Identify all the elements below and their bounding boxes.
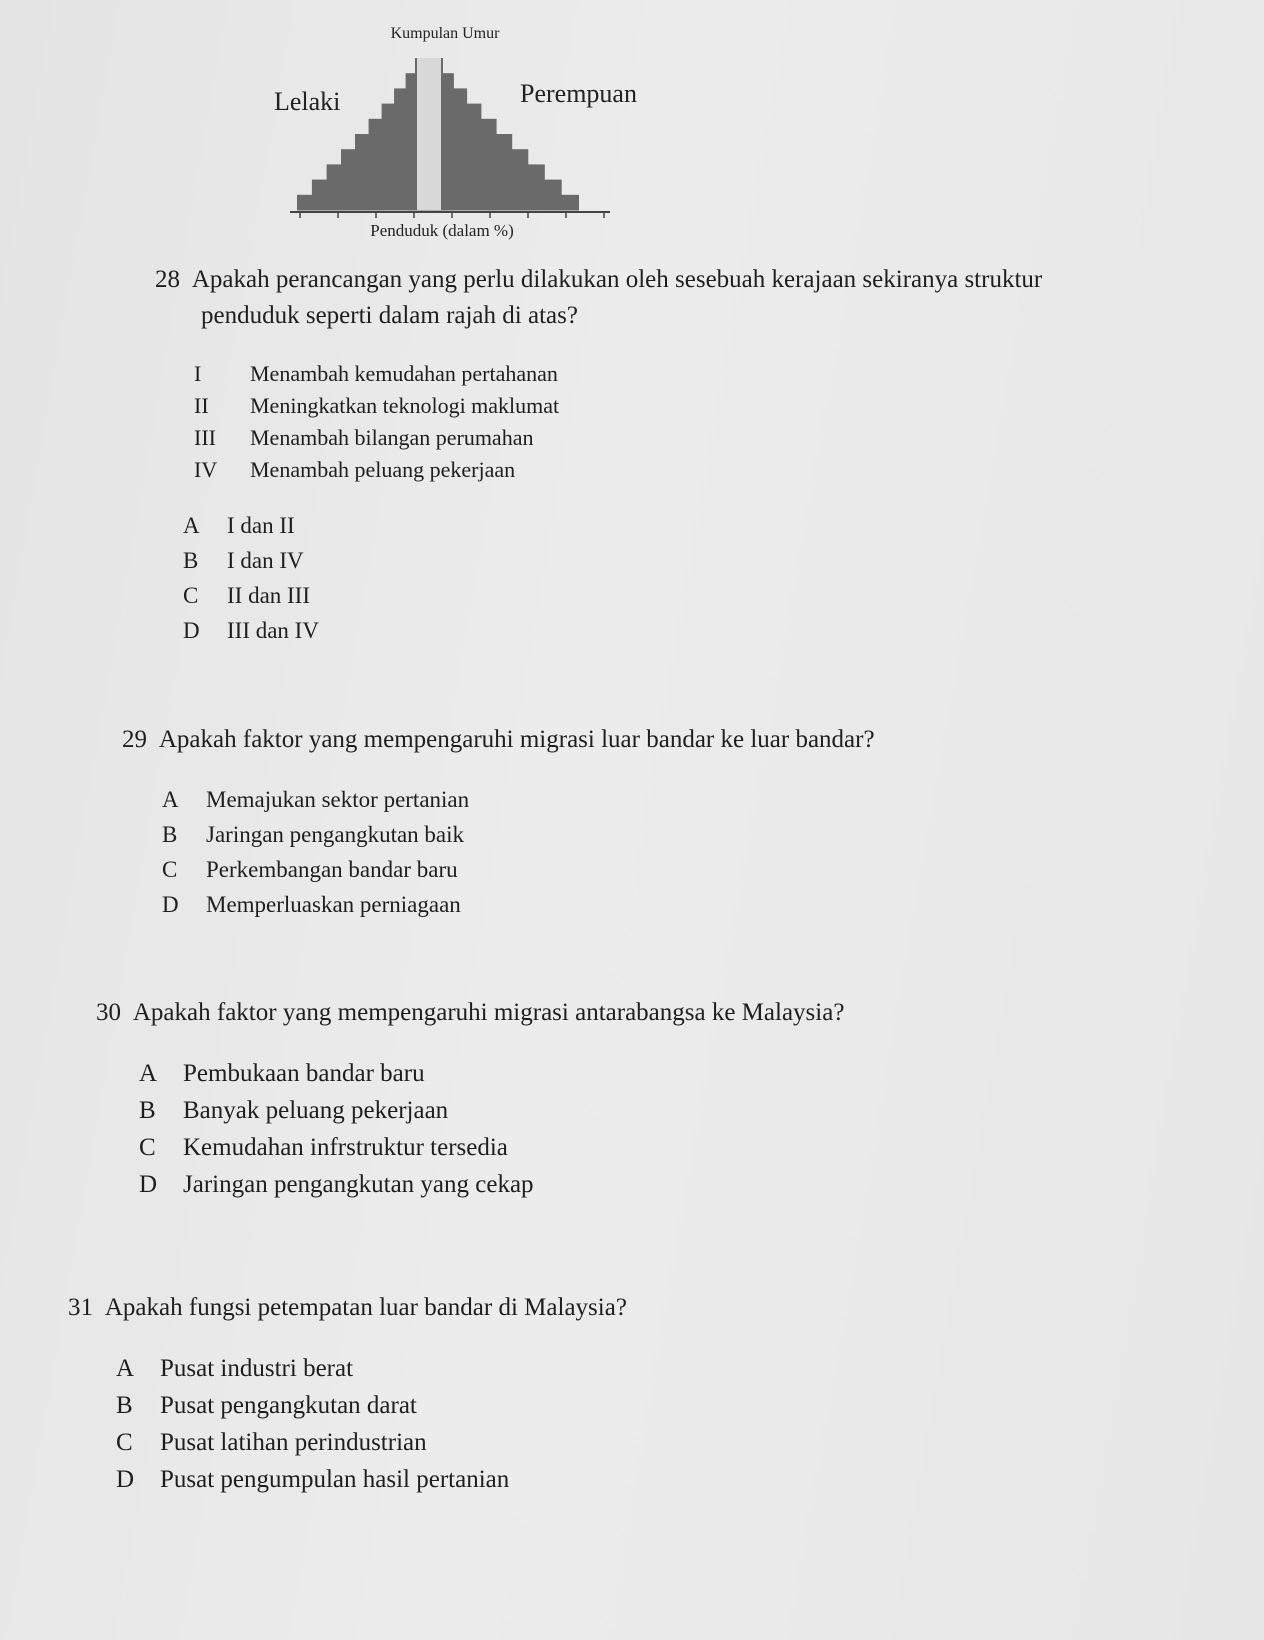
answer-options	[116, 1350, 627, 1498]
question-28	[155, 262, 1042, 648]
option-letter: C	[183, 583, 199, 608]
option-letter: C	[116, 1429, 133, 1456]
population-pyramid-figure	[270, 18, 670, 250]
answer-option	[116, 1387, 627, 1424]
statement-numeral: I	[194, 361, 202, 386]
statement-text: Meningkatkan teknologi maklumat	[250, 393, 560, 418]
option-text: Kemudahan infrstruktur tersedia	[183, 1134, 508, 1161]
statement-text: Menambah bilangan perumahan	[250, 425, 534, 450]
option-letter: C	[162, 857, 178, 882]
question-29-stem	[122, 722, 875, 758]
answer-option	[162, 782, 875, 817]
question-stem-line: penduduk seperti dalam rajah di atas?	[201, 302, 578, 329]
option-text: II dan III	[227, 583, 311, 608]
option-text: Pusat latihan perindustrian	[160, 1429, 427, 1456]
question-31-stem	[68, 1290, 627, 1326]
option-text: I dan IV	[227, 548, 304, 573]
option-text: Perkembangan bandar baru	[206, 857, 458, 882]
question-stem-line: Apakah faktor yang mempengaruhi migrasi antarabangsa ke Malaysia?	[132, 999, 845, 1026]
option-letter: C	[139, 1134, 156, 1161]
pyramid-center-column	[417, 58, 441, 210]
option-letter: D	[183, 618, 200, 643]
answer-option	[162, 887, 875, 922]
statement-item	[194, 390, 1042, 422]
statement-item	[194, 422, 1042, 454]
option-letter: A	[183, 513, 200, 538]
question-28-stem	[155, 262, 1042, 334]
option-letter: D	[116, 1466, 135, 1493]
question-30-stem	[96, 995, 844, 1031]
statement-item	[194, 454, 1042, 486]
answer-option	[139, 1055, 844, 1092]
male-label: Lelaki	[274, 87, 341, 116]
question-stem-line: Apakah fungsi petempatan luar bandar di Malaysia?	[104, 1294, 627, 1321]
answer-option	[183, 578, 1042, 613]
answer-option	[162, 817, 875, 852]
axis-label: Penduduk (dalam %)	[370, 221, 514, 240]
answer-option	[139, 1129, 844, 1166]
answer-option	[116, 1350, 627, 1387]
option-text: Banyak peluang pekerjaan	[183, 1097, 449, 1124]
question-number: 31	[68, 1294, 93, 1321]
option-letter: B	[183, 548, 199, 573]
answer-options	[183, 508, 1042, 648]
answer-option	[183, 508, 1042, 543]
statement-numeral: II	[194, 393, 209, 418]
answer-options	[162, 782, 875, 922]
option-text: Pusat industri berat	[160, 1355, 354, 1382]
statement-numeral: III	[194, 425, 216, 450]
statement-text: Menambah peluang pekerjaan	[250, 457, 516, 482]
answer-option	[116, 1424, 627, 1461]
option-text: Jaringan pengangkutan yang cekap	[183, 1171, 534, 1198]
statement-numeral: IV	[194, 457, 218, 482]
answer-option	[162, 852, 875, 887]
option-text: Pusat pengangkutan darat	[160, 1392, 417, 1419]
option-letter: D	[139, 1171, 158, 1198]
answer-option	[139, 1166, 844, 1203]
female-label: Perempuan	[520, 79, 637, 108]
statement-item	[194, 358, 1042, 390]
option-letter: A	[139, 1060, 158, 1087]
option-text: III dan IV	[227, 618, 319, 643]
answer-option	[183, 543, 1042, 578]
question-stem-line: Apakah faktor yang mempengaruhi migrasi luar bandar ke luar bandar?	[158, 726, 875, 753]
population-pyramid	[270, 18, 670, 250]
option-text: Jaringan pengangkutan baik	[206, 822, 465, 847]
answer-options	[139, 1055, 844, 1203]
option-letter: B	[139, 1097, 156, 1124]
option-letter: D	[162, 892, 179, 917]
option-text: Memperluaskan perniagaan	[206, 892, 461, 917]
option-text: Memajukan sektor pertanian	[206, 787, 470, 812]
answer-option	[116, 1461, 627, 1498]
question-stem-line: Apakah perancangan yang perlu dilakukan oleh sesebuah kerajaan sekiranya struktur	[191, 266, 1043, 293]
option-letter: B	[116, 1392, 133, 1419]
option-text: Pembukaan bandar baru	[183, 1060, 425, 1087]
figure-title: Kumpulan Umur	[390, 25, 500, 42]
statement-list	[194, 358, 1042, 486]
question-30	[96, 995, 844, 1203]
option-letter: A	[162, 787, 179, 812]
question-number: 28	[155, 266, 180, 293]
option-letter: B	[162, 822, 178, 847]
question-number: 30	[96, 999, 121, 1026]
option-text: Pusat pengumpulan hasil pertanian	[160, 1466, 510, 1493]
answer-option	[183, 613, 1042, 648]
answer-option	[139, 1092, 844, 1129]
question-29	[122, 722, 875, 922]
option-letter: A	[116, 1355, 135, 1382]
question-31	[68, 1290, 627, 1498]
option-text: I dan II	[227, 513, 295, 538]
statement-text: Menambah kemudahan pertahanan	[250, 361, 558, 386]
question-number: 29	[122, 726, 147, 753]
